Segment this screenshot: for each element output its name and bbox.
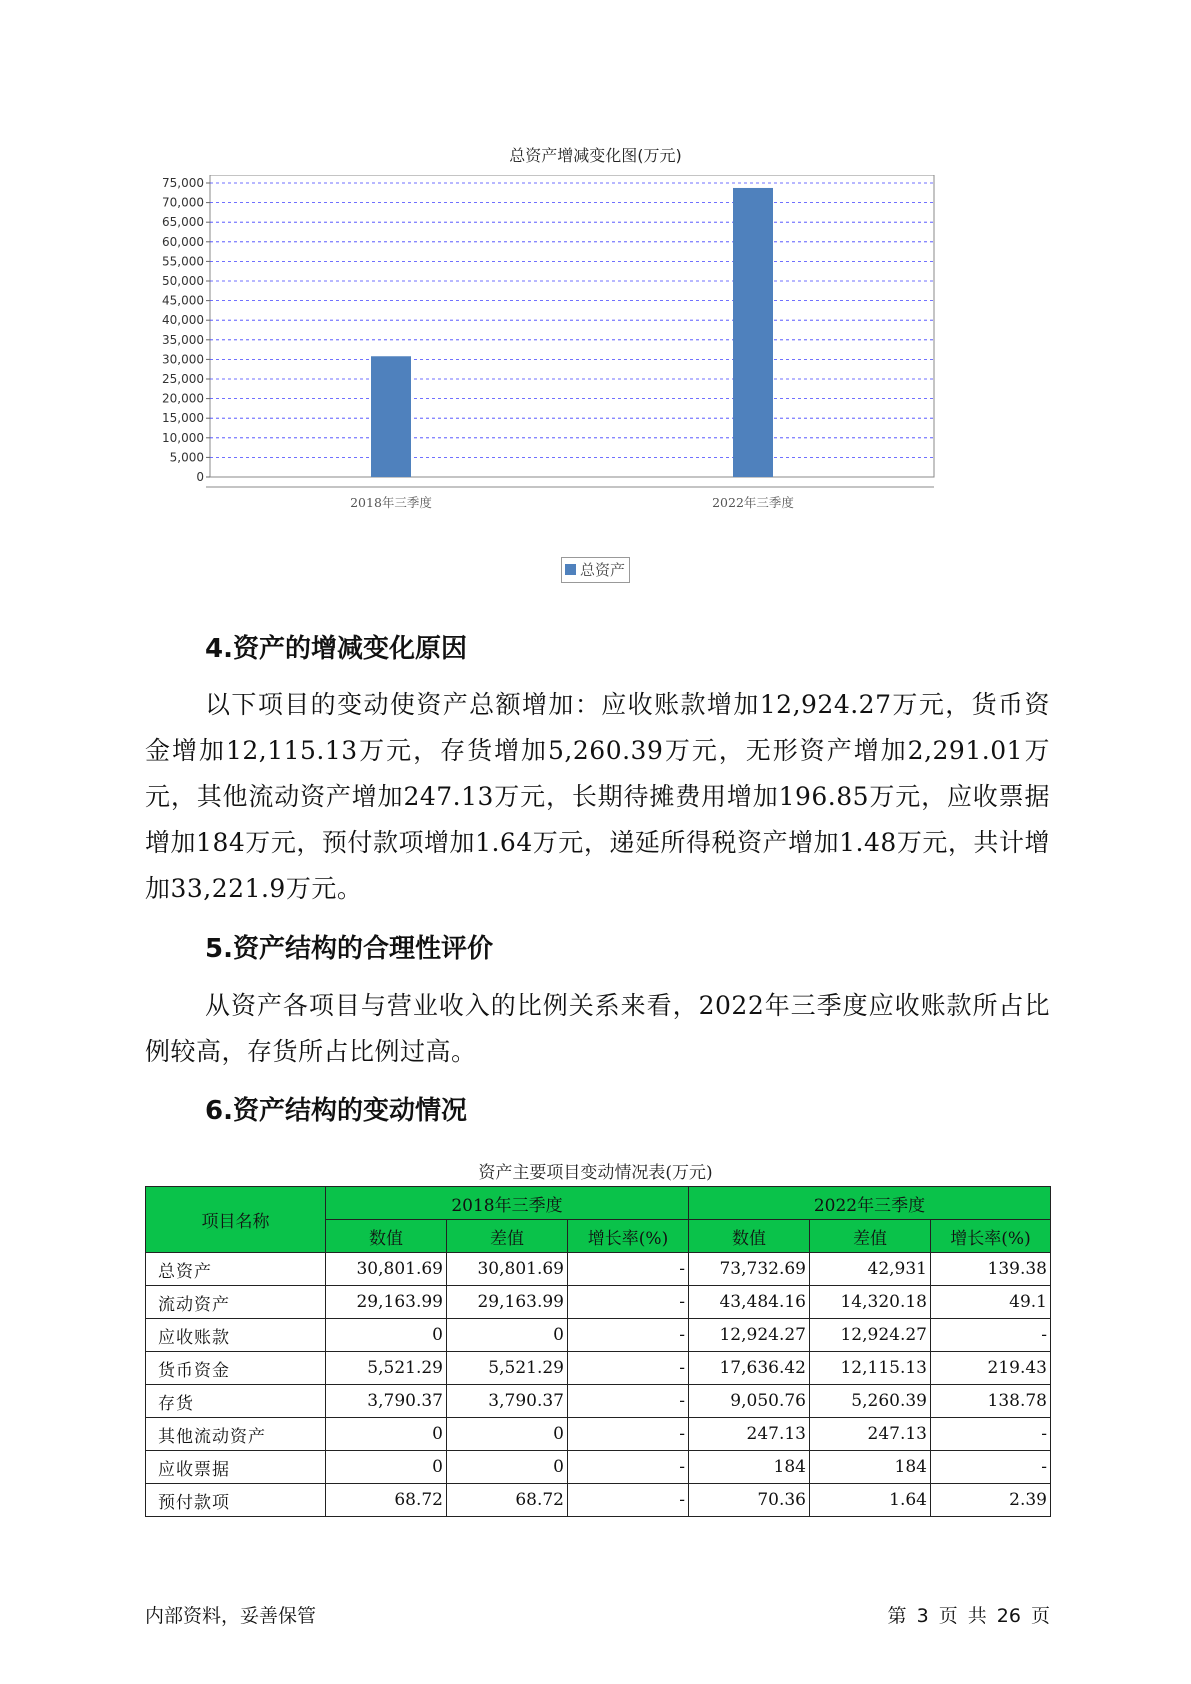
- legend-label: 总资产: [580, 561, 626, 579]
- x-tick-label: 2018年三季度: [350, 495, 432, 510]
- row-cell-v2: 247.13: [689, 1418, 810, 1451]
- table-row: [146, 1451, 1051, 1484]
- table-row: [146, 1253, 1051, 1286]
- y-tick-label: 60,000: [162, 234, 204, 249]
- y-tick-label: 30,000: [162, 352, 204, 367]
- row-cell-v1: 0: [326, 1319, 447, 1352]
- section-5-heading: 5.资产结构的合理性评价: [205, 934, 493, 964]
- row-cell-d1: 0: [447, 1418, 568, 1451]
- row-cell-v2: 17,636.42: [689, 1352, 810, 1385]
- row-cell-d2: 1.64: [810, 1484, 931, 1517]
- row-cell-v2: 12,924.27: [689, 1319, 810, 1352]
- row-cell-v2: 43,484.16: [689, 1286, 810, 1319]
- row-cell-d1: 5,521.29: [447, 1352, 568, 1385]
- y-tick-label: 70,000: [162, 195, 204, 210]
- row-item-name: 预付款项: [146, 1484, 326, 1517]
- footer-confidential: 内部资料，妥善保管: [145, 1605, 317, 1627]
- table-row: [146, 1418, 1051, 1451]
- row-cell-d2: 12,924.27: [810, 1319, 931, 1352]
- y-tick-label: 25,000: [162, 372, 204, 386]
- asset-change-table: [145, 1186, 1051, 1517]
- x-tick-label: 2022年三季度: [712, 495, 794, 510]
- row-cell-d2: 184: [810, 1451, 931, 1484]
- row-cell-v1: 5,521.29: [326, 1352, 447, 1385]
- row-cell-g1: -: [568, 1319, 689, 1352]
- row-cell-g1: -: [568, 1484, 689, 1517]
- row-cell-g2: -: [931, 1418, 1051, 1451]
- y-tick-label: 75,000: [162, 176, 204, 190]
- section-4-text: 以下项目的变动使资产总额增加：应收账款增加12,924.27万元，货币资金增加12,115.13万元，存货增加5,260.39万元，无形资产增加2,291.01万元，其他流动资产增加247.13万元，长期待摊费用增加196.85万元，应收票据增加184万元，预付款项增加1.64万元，递延所得税资产增加1.48万元，共计增加33,221.9万元。: [145, 690, 1050, 903]
- subheader-value: 数值: [689, 1220, 810, 1253]
- row-cell-d1: 0: [447, 1319, 568, 1352]
- subheader-diff: 差值: [447, 1220, 568, 1253]
- row-cell-d1: 3,790.37: [447, 1385, 568, 1418]
- row-cell-d1: 0: [447, 1451, 568, 1484]
- row-cell-g2: -: [931, 1319, 1051, 1352]
- subheader-diff: 差值: [810, 1220, 931, 1253]
- section-6-heading: 6.资产结构的变动情况: [205, 1096, 467, 1126]
- table-row: [146, 1484, 1051, 1517]
- row-cell-g2: 138.78: [931, 1385, 1051, 1418]
- y-tick-label: 15,000: [162, 411, 204, 426]
- row-cell-d2: 12,115.13: [810, 1352, 931, 1385]
- row-cell-d1: 29,163.99: [447, 1286, 568, 1319]
- row-cell-g2: -: [931, 1451, 1051, 1484]
- plot-area: [210, 175, 934, 477]
- table-row: [146, 1385, 1051, 1418]
- row-cell-v2: 184: [689, 1451, 810, 1484]
- row-item-name: 总资产: [146, 1253, 326, 1286]
- row-cell-d2: 5,260.39: [810, 1385, 931, 1418]
- y-tick-label: 5,000: [169, 450, 204, 465]
- row-cell-g2: 219.43: [931, 1352, 1051, 1385]
- bar-1: [371, 356, 411, 477]
- row-cell-g2: 139.38: [931, 1253, 1051, 1286]
- y-tick-label: 40,000: [162, 313, 204, 328]
- row-cell-v1: 3,790.37: [326, 1385, 447, 1418]
- row-cell-d2: 42,931: [810, 1253, 931, 1286]
- row-cell-v1: 68.72: [326, 1484, 447, 1517]
- row-cell-d1: 30,801.69: [447, 1253, 568, 1286]
- row-cell-g2: 49.1: [931, 1286, 1051, 1319]
- row-item-name: 流动资产: [146, 1286, 326, 1319]
- row-cell-g1: -: [568, 1385, 689, 1418]
- row-cell-v1: 29,163.99: [326, 1286, 447, 1319]
- row-cell-v2: 73,732.69: [689, 1253, 810, 1286]
- header-period-2022: 2022年三季度: [689, 1187, 1051, 1220]
- row-item-name: 应收票据: [146, 1451, 326, 1484]
- y-tick-label: 55,000: [162, 254, 204, 269]
- subheader-value: 数值: [326, 1220, 447, 1253]
- y-tick-label: 0: [196, 470, 204, 484]
- section-5-text: 从资产各项目与营业收入的比例关系来看，2022年三季度应收账款所占比例较高，存货所占比例过高。: [145, 991, 1050, 1066]
- row-cell-v2: 70.36: [689, 1484, 810, 1517]
- table-row: [146, 1352, 1051, 1385]
- legend-swatch: [565, 564, 576, 575]
- row-cell-d1: 68.72: [447, 1484, 568, 1517]
- row-cell-v1: 0: [326, 1451, 447, 1484]
- row-item-name: 应收账款: [146, 1319, 326, 1352]
- y-tick-label: 35,000: [162, 332, 204, 347]
- row-cell-v2: 9,050.76: [689, 1385, 810, 1418]
- row-cell-v1: 0: [326, 1418, 447, 1451]
- chart-legend: [561, 557, 630, 583]
- subheader-growth: 增长率(%): [568, 1220, 689, 1253]
- table-row: [146, 1286, 1051, 1319]
- header-period-2018: 2018年三季度: [326, 1187, 689, 1220]
- row-cell-g1: -: [568, 1253, 689, 1286]
- y-tick-label: 20,000: [162, 391, 204, 406]
- y-tick-label: 65,000: [162, 215, 204, 230]
- row-item-name: 货币资金: [146, 1352, 326, 1385]
- header-item-name: 项目名称: [146, 1187, 326, 1253]
- row-cell-g1: -: [568, 1286, 689, 1319]
- y-tick-label: 10,000: [162, 430, 204, 445]
- section-4-heading: 4.资产的增减变化原因: [205, 634, 467, 664]
- row-item-name: 存货: [146, 1385, 326, 1418]
- table-caption: 资产主要项目变动情况表(万元): [478, 1163, 713, 1183]
- footer-page-number: 第 3 页 共 26 页: [887, 1605, 1050, 1627]
- total-assets-chart: [150, 175, 950, 515]
- y-tick-label: 45,000: [162, 293, 204, 308]
- subheader-growth: 增长率(%): [931, 1220, 1051, 1253]
- table-row: [146, 1319, 1051, 1352]
- row-cell-g1: -: [568, 1352, 689, 1385]
- bar-2: [733, 188, 773, 477]
- y-tick-label: 50,000: [162, 274, 204, 288]
- row-cell-g2: 2.39: [931, 1484, 1051, 1517]
- row-item-name: 其他流动资产: [146, 1418, 326, 1451]
- row-cell-g1: -: [568, 1418, 689, 1451]
- row-cell-g1: -: [568, 1451, 689, 1484]
- row-cell-d2: 247.13: [810, 1418, 931, 1451]
- row-cell-v1: 30,801.69: [326, 1253, 447, 1286]
- chart-title: 总资产增减变化图(万元): [509, 146, 682, 165]
- row-cell-d2: 14,320.18: [810, 1286, 931, 1319]
